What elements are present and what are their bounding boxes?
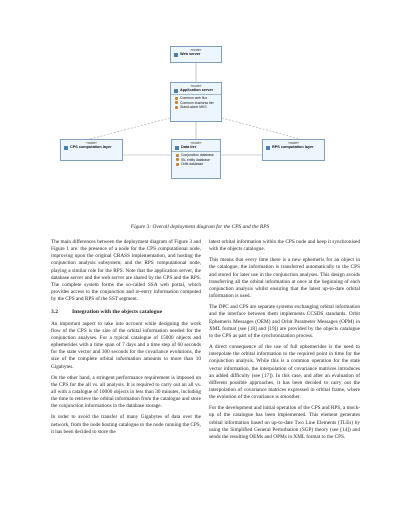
section-number: 3.2	[51, 309, 58, 316]
paragraph: For the development and initial operation of the CPS and RPS, a mock-up of the catalogue has been implemented. This element generates orbital information based on up-to-date Two Line Elements (TLEs) by using the Simplified General Perturbation (SGP) theory (see [14]) and sends the resulting OEMs and OPMs in XML format to the CPS.	[209, 405, 360, 440]
component-icon	[175, 97, 178, 100]
node-rps-computation-layer: «node» RPS computation layer	[262, 139, 325, 161]
paragraph: An important aspect to take into account while designing the work flow of the CPS is the size of the orbital information needed for the conjunction analyses. For a typical catalogue of 15000 objects and ephemerides with a time span of 7 days and a time step of 60 seconds for the state vector and 300 seconds for the covariance evolutions, the size of the complete orbital information amounts to more than 10 Gigabytes.	[51, 320, 201, 370]
paragraph: A direct consequence of the use of full ephemerides is the need to interpolate the orbital information to the required point in time for the conjunction analysis. While this is a common operation for the state vector information, the interpolation of covariance matrices introduces an added difficulty (see [17]). In this case, and after an evaluation of different possible approaches, it has been decided to carry out the interpolation of covariance matrices expressed in orbital frame, where the evolution of the covariance is smoother.	[209, 344, 360, 401]
paragraph: This means that every time there is a new ephemeris for an object in the catalogue, the information is transferred automatically to the CPS and stored for later use in the conjunction analyses. This design avoids transferring all the orbital information at once at the beginning of each conjunction analysis whilst ensuring that the latest up-to-date orbital information is used.	[209, 257, 360, 300]
paragraph: On the other hand, a stringent performance requirement is imposed on the CPS for the all vs. all analysis. It is required to carry out an all vs. all with a catalogue of 10000 objects in less than 30 minutes, including the time to retrieve the orbital information from the catalogue and store the conjunction informations in the database storage.	[51, 374, 201, 410]
paragraph: The DPC and CPS are separate systems exchanging orbital information and the interface between them implements CCSDS standards. Orbit Ephemeris Messages (OEM) and Orbit Parameter Messages (OPM) in XML format (see [18] and [19]) are provided by the objects catalogue to the CPS as part of the synchronization process.	[209, 304, 360, 339]
node-icon	[174, 53, 178, 57]
component-icon	[175, 101, 178, 104]
paragraph: In order to avoid the transfer of many Gigabytes of data over the network, from the node hosting catalogue to the node running the CPS, it has been decided to store the	[51, 414, 201, 435]
node-cps-computation-layer: «node» CPS computation layer	[60, 139, 123, 161]
paragraph: The main differences between the deployment diagram of Figure 3 and Figure 1 are: the presence of a node for the CPS computational node, improving upon the original CRASS implementation, and hosting the conjunction analysis subsystem; and the RPS computational node, playing a similar role for the RPS. Note that the application server, the database server and the web server are shared by the CPS and the RPS. The complete system forms the so-called SSA web portal, which provides access to the conjunction and re-entry information computed by the CPS and RPS of the SST segment.	[51, 239, 201, 303]
section-heading	[51, 309, 201, 316]
figure-caption: Figure 3: Overall deployment diagram for the CPS and the RPS	[130, 224, 270, 230]
node-application-server: «node» Application server Common web flux Common business tier Stand-alone MKS	[170, 82, 222, 122]
component-item: Common business tier	[171, 101, 221, 106]
right-column	[209, 239, 360, 445]
database-icon	[176, 158, 179, 161]
node-web-server: «node» Web server	[170, 46, 222, 63]
node-icon	[64, 146, 68, 150]
component-item: ISL entity database	[172, 158, 220, 163]
node-icon	[174, 89, 178, 93]
left-column	[51, 239, 201, 440]
component-item: Orbit database	[172, 162, 220, 167]
component-item: Conjunction database	[172, 153, 220, 158]
database-icon	[176, 154, 179, 157]
node-data-tier: «node» Data tier Conjunction database ISL entity database Orbit database	[171, 139, 221, 179]
deployment-diagram	[0, 0, 400, 250]
component-item: Common web flux	[171, 96, 221, 101]
node-icon	[175, 146, 179, 150]
section-title: Integration with the objects catalogue	[72, 309, 163, 316]
component-item: Stand-alone MKS	[171, 105, 221, 110]
node-icon	[266, 146, 270, 150]
database-icon	[176, 163, 179, 166]
paragraph: latest orbital information within the CPS node and keep it synchronised with the objects catalogue.	[209, 239, 360, 253]
component-icon	[175, 106, 178, 109]
